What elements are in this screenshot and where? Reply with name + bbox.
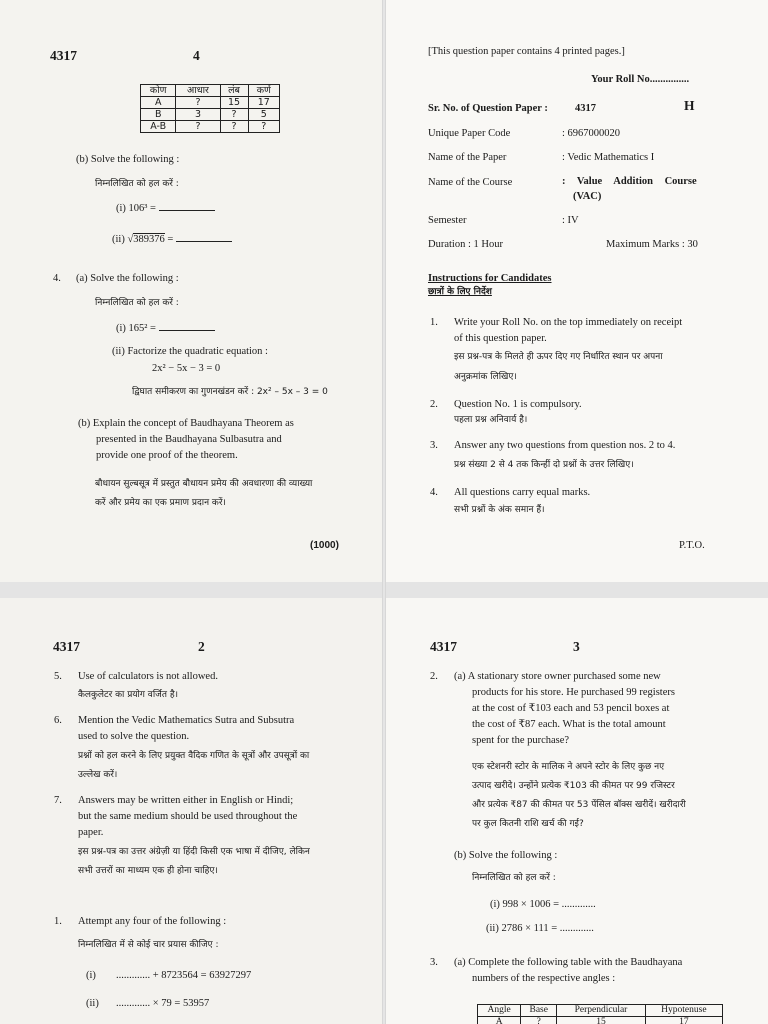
quadratic-equation: 2x² − 5x − 3 = 0: [152, 363, 221, 374]
instruction-7-en-cont2: paper.: [78, 827, 104, 838]
q2a-hindi-4: पर कुल कितनी राशि खर्च की गई?: [472, 819, 584, 829]
printed-pages-note: [This question paper contains 4 printed pages.]: [428, 46, 625, 57]
instruction-2-hi: पहला प्रश्न अनिवार्य है।: [454, 415, 528, 425]
instruction-4-hi: सभी प्रश्नों के अंक समान हैं।: [454, 505, 545, 515]
q2b-part-ii: (ii) 2786 × 111 = .............: [486, 923, 594, 934]
table-header-cell: कर्ण: [248, 85, 279, 97]
table-cell: 5: [248, 109, 279, 121]
instruction-5-en: Use of calculators is not allowed.: [78, 671, 218, 682]
answer-blank: [159, 201, 215, 211]
instruction-6-hi-cont: उल्लेख करें।: [78, 770, 118, 780]
page-fold: [382, 0, 386, 1024]
q4a-hindi-equation: द्विघात समीकरण का गुणनखंडन करें : 2x² – 5x – 3 = 0: [132, 387, 328, 397]
q2b-hindi: निम्नलिखित को हल करें :: [472, 873, 556, 883]
paper-code: 4317: [53, 639, 80, 654]
table-cell: 17: [645, 1017, 722, 1024]
paper-code: 4317: [50, 48, 77, 63]
table-cell: A: [478, 1017, 521, 1024]
equals-sign: =: [167, 234, 174, 245]
instruction-7-en-cont: but the same medium should be used throughout the: [78, 811, 298, 822]
instructions-heading: Instructions for Candidates: [428, 273, 552, 284]
page-1: [384, 0, 768, 582]
copies-count: (1000): [310, 540, 339, 551]
table-cell: A-B: [141, 121, 176, 133]
instructions-heading-hindi: छात्रों के लिए निर्देश: [428, 287, 492, 297]
q3b-hindi: निम्नलिखित को हल करें :: [95, 179, 179, 189]
table-cell: A: [141, 97, 176, 109]
q4b-hindi-2: करें और प्रमेय का एक प्रमाण प्रदान करें।: [95, 498, 226, 508]
instruction-number: 1.: [430, 317, 438, 328]
instruction-number: 6.: [54, 715, 62, 726]
q3b-english: (b) Solve the following :: [76, 154, 180, 165]
please-turn-over: P.T.O.: [679, 540, 705, 551]
instruction-number: 3.: [430, 440, 438, 451]
table-cell: ?: [248, 121, 279, 133]
field-label: Semester: [428, 215, 467, 226]
q4b-hindi-1: बौधायन सुल्बसूत्र में प्रस्तुत बौधायन प्रमेय की अवधारणा की व्याख्या: [95, 479, 313, 489]
q2a-hindi-3: और प्रत्येक ₹87 की कीमत पर 53 पेंसिल बॉक्स खरीदें। खरीदारी: [472, 800, 686, 810]
question-number: 3.: [430, 957, 438, 968]
question-1-en: Attempt any four of the following :: [78, 916, 227, 927]
instruction-1-hi: इस प्रश्न-पत्र के मिलते ही ऊपर दिए गए निर्धारित स्थान पर अपना: [454, 352, 663, 362]
q2a-line-3: at the cost of ₹103 each and 53 pencil boxes at: [472, 703, 670, 714]
instruction-1-en: Write your Roll No. on the top immediately on receipt: [454, 317, 683, 328]
page-4: [0, 0, 384, 582]
table-header-row: [478, 1005, 723, 1017]
table-cell: 15: [220, 97, 248, 109]
roll-number-field: Your Roll No...............: [591, 74, 690, 85]
q4b-line-3: provide one proof of the theorem.: [96, 450, 238, 461]
page-2: [0, 598, 384, 1024]
field-value: (VAC): [573, 191, 602, 202]
q2b-english: (b) Solve the following :: [454, 850, 558, 861]
field-label: Name of the Paper: [428, 152, 507, 163]
q2a-line-4: the cost of ₹87 each. What is the total amount: [472, 719, 666, 730]
q1-part-label: (ii): [86, 998, 99, 1009]
q4a-english: (a) Solve the following :: [76, 273, 179, 284]
table-cell: ?: [220, 109, 248, 121]
table-row: [141, 121, 280, 133]
field-value: : 6967000020: [562, 128, 621, 139]
instruction-number: 5.: [54, 671, 62, 682]
q4a-hindi: निम्नलिखित को हल करें :: [95, 298, 179, 308]
q3b-part-i-text: (i) 106³ =: [116, 203, 156, 214]
table-row: [141, 109, 280, 121]
field-value: : Vedic Mathematics I: [562, 152, 655, 163]
table-cell: ?: [220, 121, 248, 133]
table-header-cell: Angle: [478, 1005, 521, 1017]
instruction-number: 7.: [54, 795, 62, 806]
table-header-cell: कोण: [141, 85, 176, 97]
table-header-cell: Base: [521, 1005, 557, 1017]
answer-blank: [176, 232, 232, 242]
q2a-line-1: (a) A stationary store owner purchased some new: [454, 671, 661, 682]
table-row: [141, 97, 280, 109]
instruction-6-hi: प्रश्नों को हल करने के लिए प्रयुक्त वैदिक गणित के सूत्रों और उपसूत्रों का: [78, 751, 310, 761]
q3a-line-1: (a) Complete the following table with the Baudhayana: [454, 957, 683, 968]
instruction-6-en: Mention the Vedic Mathematics Sutra and Subsutra: [78, 715, 295, 726]
q2a-hindi-1: एक स्टेशनरी स्टोर के मालिक ने अपने स्टोर के लिए कुछ नए: [472, 762, 665, 772]
table-cell: B: [141, 109, 176, 121]
square-root-value: 389376: [133, 234, 165, 245]
q1-part-i-expression: ............. + 8723564 = 63927297: [116, 970, 252, 981]
q4b-line-2: presented in the Baudhayana Sulbasutra and: [96, 434, 282, 445]
field-label: Name of the Course: [428, 177, 513, 188]
answer-blank: [159, 321, 215, 331]
page-number: 4: [193, 48, 200, 63]
instruction-7-hi: इस प्रश्न-पत्र का उत्तर अंग्रेज़ी या हिंदी किसी एक भाषा में दीजिए, लेकिन: [78, 847, 310, 857]
table-header-cell: लंब: [220, 85, 248, 97]
table-header-cell: आधार: [176, 85, 220, 97]
instruction-3-en: Answer any two questions from question nos. 2 to 4.: [454, 440, 676, 451]
paper-code: 4317: [430, 639, 457, 654]
serial-no-label: Sr. No. of Question Paper :: [428, 103, 548, 114]
q2a-hindi-2: उत्पाद खरीदे। उन्होंने प्रत्येक ₹103 की कीमत पर 99 रजिस्टर: [472, 781, 675, 791]
instruction-1-en-cont: of this question paper.: [454, 333, 547, 344]
q3b-part-ii-label: (ii): [112, 234, 125, 245]
table-row: [478, 1017, 723, 1024]
instruction-6-en-cont: used to solve the question.: [78, 731, 190, 742]
table-cell: 3: [176, 109, 220, 121]
paper-set: H: [684, 98, 695, 113]
maximum-marks: Maximum Marks : 30: [606, 239, 698, 250]
instruction-7-en: Answers may be written either in English or Hindi;: [78, 795, 294, 806]
table-cell: ?: [176, 97, 220, 109]
q4a-part-ii: (ii) Factorize the quadratic equation :: [112, 346, 268, 357]
page-number: 2: [198, 639, 205, 654]
question-number: 2.: [430, 671, 438, 682]
q2a-line-2: products for his store. He purchased 99 registers: [472, 687, 675, 698]
question-number: 1.: [54, 916, 62, 927]
table-header-row: [141, 85, 280, 97]
table-cell: ?: [176, 121, 220, 133]
field-value: : IV: [562, 215, 579, 226]
q4a-part-i-text: (i) 165² =: [116, 323, 156, 334]
instruction-1-hi-cont: अनुक्रमांक लिखिए।: [454, 372, 517, 382]
instruction-number: 4.: [430, 487, 438, 498]
serial-no-value: 4317: [575, 103, 596, 114]
instruction-5-hi: कैलकुलेटर का प्रयोग वर्जित है।: [78, 690, 179, 700]
q2a-line-5: spent for the purchase?: [472, 735, 570, 746]
table-cell: 15: [557, 1017, 646, 1024]
instruction-7-hi-cont: सभी उत्तरों का माध्यम एक ही होना चाहिए।: [78, 866, 218, 876]
question-1-hi: निम्नलिखित में से कोई चार प्रयास कीजिए :: [78, 940, 219, 950]
table-header-cell: Hypotenuse: [645, 1005, 722, 1017]
baudhayana-table: [477, 1004, 723, 1024]
instruction-4-en: All questions carry equal marks.: [454, 487, 591, 498]
table-cell: ?: [521, 1017, 557, 1024]
q2b-part-i: (i) 998 × 1006 = .............: [490, 899, 596, 910]
table-header-cell: Perpendicular: [557, 1005, 646, 1017]
q3a-line-2: numbers of the respective angles :: [472, 973, 616, 984]
page-3: [384, 598, 768, 1024]
duration: Duration : 1 Hour: [428, 239, 503, 250]
instruction-2-en: Question No. 1 is compulsory.: [454, 399, 582, 410]
q3b-part-ii: (ii) √389376 =: [112, 232, 232, 246]
instruction-3-hi: प्रश्न संख्या 2 से 4 तक किन्हीं दो प्रश्नों के उत्तर लिखिए।: [454, 460, 634, 470]
page-number: 3: [573, 639, 580, 654]
instruction-number: 2.: [430, 399, 438, 410]
baudhayana-table-hindi: [140, 84, 280, 133]
q1-part-label: (i): [86, 970, 96, 981]
field-value: : Value Addition Course: [562, 176, 697, 187]
table-cell: 17: [248, 97, 279, 109]
q4b-line-1: (b) Explain the concept of Baudhayana Theorem as: [78, 418, 294, 429]
q4a-part-i: [116, 321, 215, 335]
field-label: Unique Paper Code: [428, 128, 511, 139]
q3b-part-i: [116, 201, 215, 215]
q1-part-ii-expression: ............. × 79 = 53957: [116, 998, 210, 1009]
q4-number: 4.: [53, 273, 61, 284]
